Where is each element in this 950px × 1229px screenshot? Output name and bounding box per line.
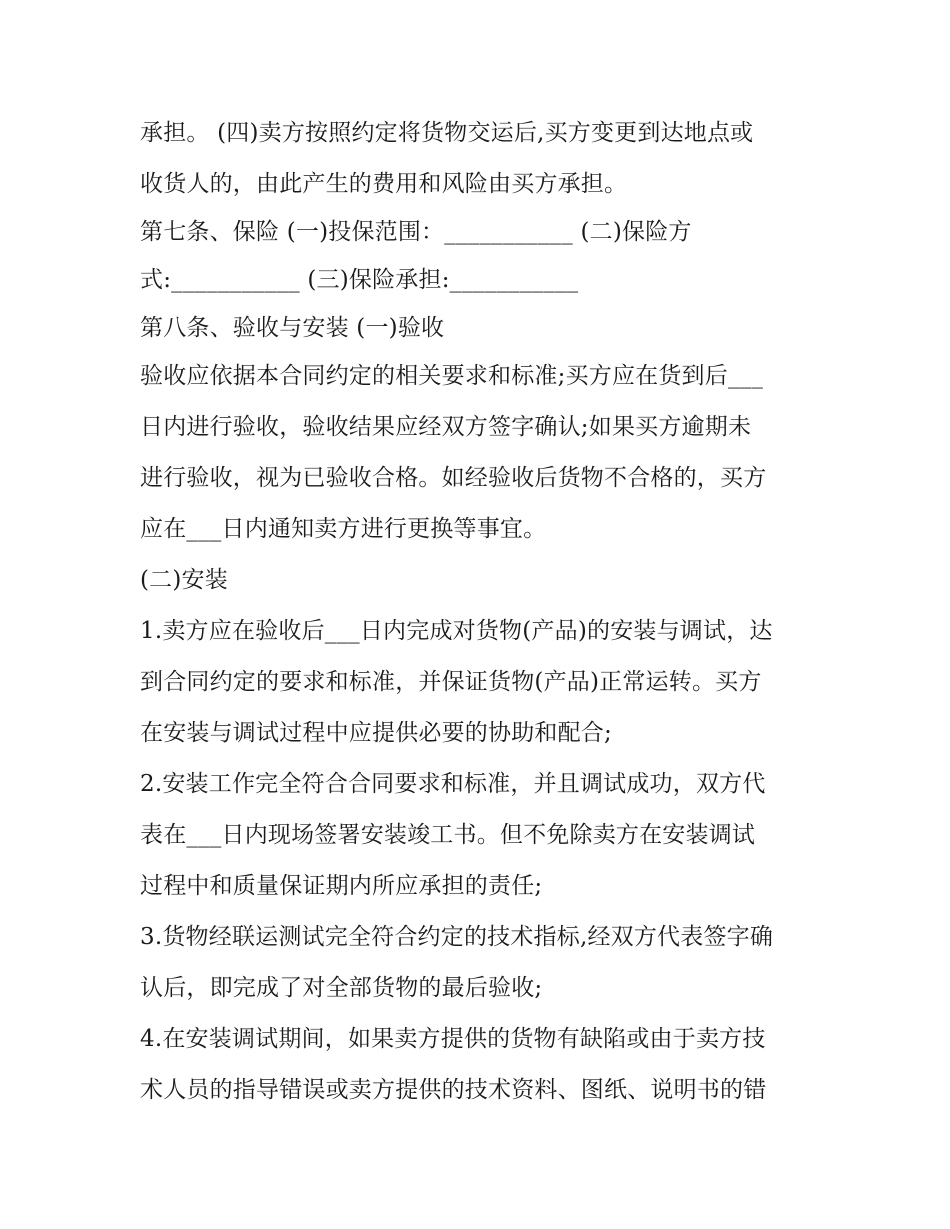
text-line: 验收应依据本合同约定的相关要求和标准;买方应在货到后___ xyxy=(140,363,764,389)
text-line: 术人员的指导错误或卖方提供的技术资料、图纸、说明书的错 xyxy=(140,1077,767,1103)
text-line: 式:___________ (三)保险承担:___________ xyxy=(140,267,579,293)
text-line: 1.卖方应在验收后___日内完成对货物(产品)的安装与调试，达 xyxy=(140,618,773,644)
text-line: 收货人的，由此产生的费用和风险由买方承担。 xyxy=(140,171,628,197)
text-line: 第七条、保险 (一)投保范围：___________ (二)保险方 xyxy=(140,219,692,245)
text-line: 承担。 (四)卖方按照约定将货物交运后,买方变更到达地点或 xyxy=(140,120,754,146)
text-line: 4.在安装调试期间，如果卖方提供的货物有缺陷或由于卖方技 xyxy=(140,1026,766,1052)
section-heading: 第八条、验收与安装 (一)验收 xyxy=(140,315,445,341)
text-line: 3.货物经联运测试完全符合约定的技术指标,经双方代表签字确 xyxy=(140,924,774,950)
text-line: 在安装与调试过程中应提供必要的协助和配合; xyxy=(140,720,612,746)
text-line: 应在___日内通知卖方进行更换等事宜。 xyxy=(140,516,547,542)
text-line: 日内进行验收，验收结果应经双方签字确认;如果买方逾期未 xyxy=(140,414,752,440)
text-line: 认后，即完成了对全部货物的最后验收; xyxy=(140,975,543,1001)
text-line: 到合同约定的要求和标准，并保证货物(产品)正常运转。买方 xyxy=(140,669,762,695)
subsection-heading: (二)安装 xyxy=(140,567,228,593)
contract-text xyxy=(140,108,830,1116)
text-line: 进行验收，视为已验收合格。如经验收后货物不合格的，买方 xyxy=(140,465,767,491)
text-line: 表在___日内现场签署安装竣工书。但不免除卖方在安装调试 xyxy=(140,822,756,848)
text-line: 2.安装工作完全符合合同要求和标准，并且调试成功，双方代 xyxy=(140,771,766,797)
text-line: 过程中和质量保证期内所应承担的责任; xyxy=(140,873,543,899)
